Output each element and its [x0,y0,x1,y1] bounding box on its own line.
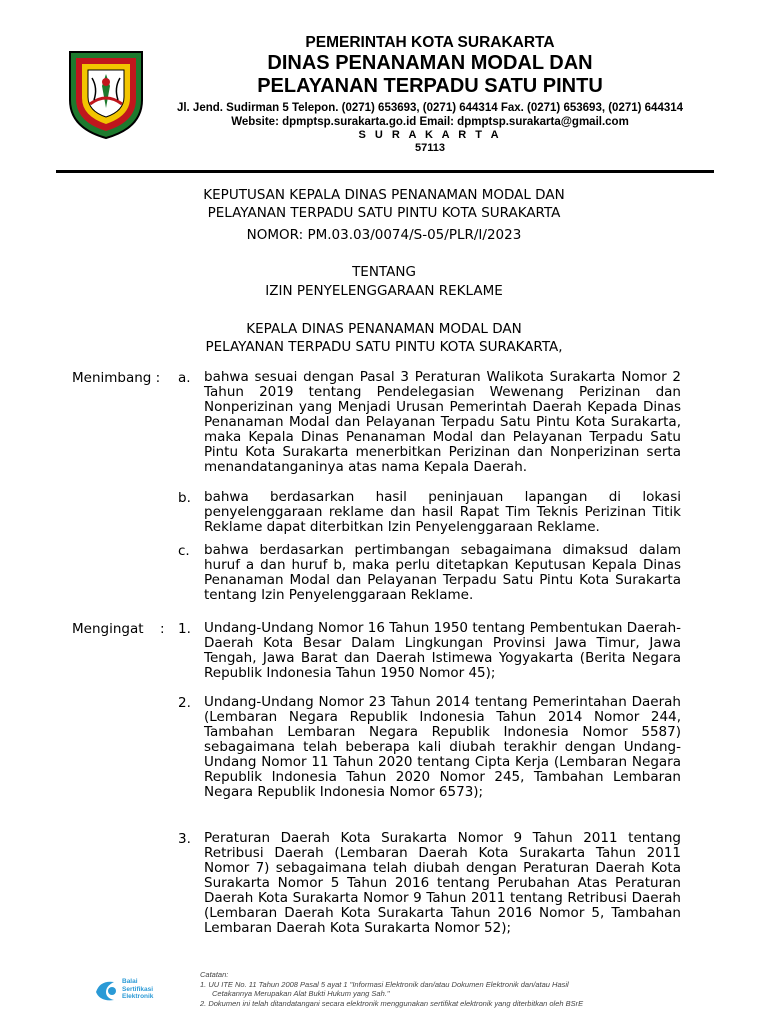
note-1b: Cetakannya Merupakan Alat Bukti Hukum yang Sah." [212,989,390,998]
menimbang-item-c: bahwa berdasarkan pertimbangan sebagaimana dimaksud dalam huruf a dan huruf b, maka perlu ditetapkan Keputusan Kepala Dinas Penanaman Modal dan Pelayanan Terpadu Satu Pintu Kota Surakarta tentang Izin Penyelenggaraan Reklame. [204,542,681,603]
bsre-brand-line3: Elektronik [122,993,154,1000]
agency-name-line2: PELAYANAN TERPADU SATU PINTU [257,75,603,97]
government-name: PEMERINTAH KOTA SURAKARTA [305,34,555,51]
bsre-logo-icon [92,976,122,1004]
mengingat-marker-3: 3. [178,831,191,847]
menimbang-item-b: bahwa berdasarkan hasil peninjauan lapangan di lokasi penyelenggaraan reklame dan hasil Rapat Tim Teknis Perizinan Titik Reklame dapat diterbitkan Izin Penyelenggaraan Reklame. [204,489,681,535]
footer-notes [200,970,720,1008]
note-1a: 1. UU ITE No. 11 Tahun 2008 Pasal 5 ayat 1 "Informasi Elektronik dan/atau Dokumen Elektronik dan/atau Hasil [200,979,569,989]
letterhead [0,0,768,175]
notes-label: Catatan: [200,970,229,979]
mengingat-label: Mengingat [72,621,144,637]
bsre-brand-line1: Balai [122,978,138,985]
mengingat-colon: : [160,621,165,637]
decree-subject: IZIN PENYELENGGARAAN REKLAME [265,283,503,299]
note-2: 2. Dokumen ini telah ditandatangani secara elektronik menggunakan sertifikat elektronik yang diterbitkan oleh BSrE [200,998,584,1008]
bsre-brand [122,978,153,1001]
issuing-official-line1: KEPALA DINAS PENANAMAN MODAL DAN [246,321,522,337]
decree-title-line2: PELAYANAN TERPADU SATU PINTU KOTA SURAKARTA [207,205,561,221]
mengingat-marker-1: 1. [178,621,191,637]
menimbang-marker-c: c. [178,543,190,559]
city-coat-of-arms-icon [66,48,146,140]
mengingat-marker-2: 2. [178,695,191,711]
mengingat-item-3: Peraturan Daerah Kota Surakarta Nomor 9 Tahun 2011 tentang Retribusi Daerah (Lembaran Daerah Kota Surakarta Tahun 2011 Nomor 7) sebagaimana telah diubah dengan Peraturan Daerah Kota Surakarta Nomor 5 Tahun 2016 tentang Perubahan Atas Peraturan Daerah Kota Surakarta Nomor 9 Tahun 2011 tentang Retribusi Daerah (Lembaran Daerah Kota Surakarta Tahun 2016 Nomor 5, Tambahan Lembaran Daerah Kota Surakarta Nomor 52); [204,830,681,936]
mengingat-item-2: Undang-Undang Nomor 23 Tahun 2014 tentang Pemerintahan Daerah (Lembaran Negara Republik Indonesia Tahun 2014 Nomor 244, Tambahan Lembaran Negara Republik Indonesia Nomor 5587) sebagaimana telah beberapa kali diubah terakhir dengan Undang-Undang Nomor 11 Tahun 2020 tentang Cipta Kerja (Lembaran Negara Republik Indonesia Tahun 2020 Nomor 245, Tambahan Lembaran Negara Republik Indonesia Nomor 6573); [204,694,681,800]
decree-title-line1: KEPUTUSAN KEPALA DINAS PENANAMAN MODAL DAN [203,187,565,203]
menimbang-label: Menimbang : [72,370,161,386]
agency-city: S U R A K A R T A [358,129,502,141]
agency-postal-code: 57113 [415,142,445,154]
menimbang-item-a: bahwa sesuai dengan Pasal 3 Peraturan Walikota Surakarta Nomor 2 Tahun 2019 tentang Pendelegasian Wewenang Perizinan dan Nonperizinan yang Menjadi Urusan Pemerintah Daerah Kepada Dinas Penanaman Modal dan Pelayanan Terpadu Satu Pintu Kota Surakarta, maka Kepala Dinas Penanaman Modal dan Pelayanan Terpadu Satu Pintu Kota Surakarta menerbitkan Perizinan dan Nonperizinan serta menandatanganinya atas nama Kepala Daerah. [204,369,681,475]
decree-title [80,186,688,222]
agency-contact: Website: dpmptsp.surakarta.go.id Email: dpmptsp.surakarta@gmail.com [231,115,629,128]
issuing-official [80,320,688,356]
letterhead-divider [56,170,714,173]
mengingat-item-1: Undang-Undang Nomor 16 Tahun 1950 tentang Pembentukan Daerah-Daerah Kota Besar Dalam Lingkungan Provinsi Jawa Timur, Jawa Tengah, Jawa Barat dan Daerah Istimewa Yogyakarta (Berita Negara Republik Indonesia Tahun 1950 Nomor 45); [204,620,681,681]
agency-name-line1: DINAS PENANAMAN MODAL DAN [267,52,593,74]
letterhead-text [150,34,710,155]
menimbang-marker-b: b. [178,490,191,506]
issuing-official-line2: PELAYANAN TERPADU SATU PINTU KOTA SURAKARTA, [205,339,563,355]
menimbang-marker-a: a. [178,370,191,386]
about-label: TENTANG [352,264,416,280]
bsre-brand-line2: Sertifikasi [122,985,154,993]
decree-number: NOMOR: PM.03.03/0074/S-05/PLR/I/2023 [246,227,522,243]
agency-address: Jl. Jend. Sudirman 5 Telepon. (0271) 653693, (0271) 644314 Fax. (0271) 653693, (0271) 644314 [176,102,684,114]
